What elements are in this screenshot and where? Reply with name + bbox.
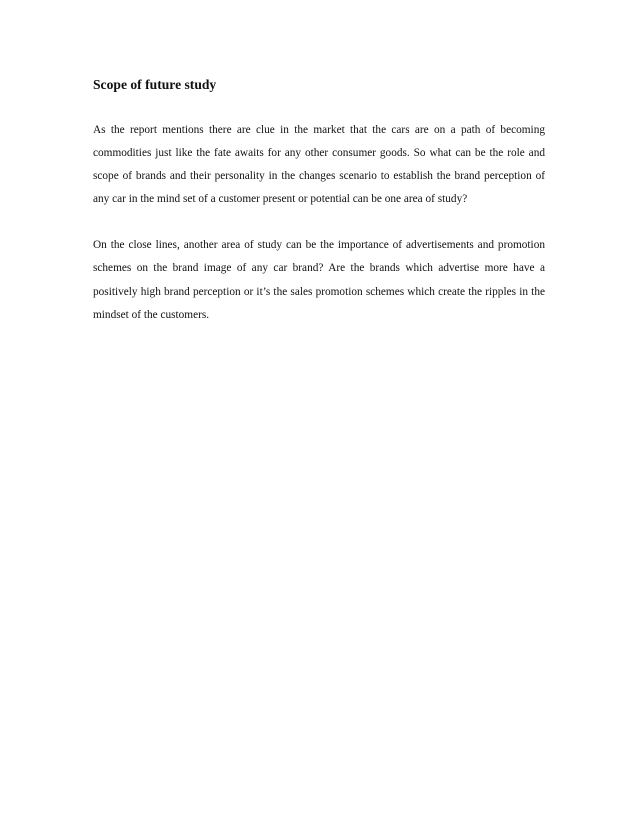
paragraph-1: As the report mentions there are clue in the market that the cars are on a path of becoming commodities just like the fate awaits for any other consumer goods. So what can be the role and scope of brands and their personality in the changes scenario to establish the brand perception of any car in the mind set of a customer present or potential can be one area of study?: [93, 124, 545, 206]
section-heading: Scope of future study: [93, 77, 217, 92]
paragraph-2: On the close lines, another area of study can be the importance of advertisements and promotion schemes on the brand image of any car brand? Are the brands which advertise more have a positively high brand perception or it’s the sales promotion schemes which create the ripples in the mindset of the customers.: [93, 239, 545, 321]
page-content: [93, 74, 545, 350]
